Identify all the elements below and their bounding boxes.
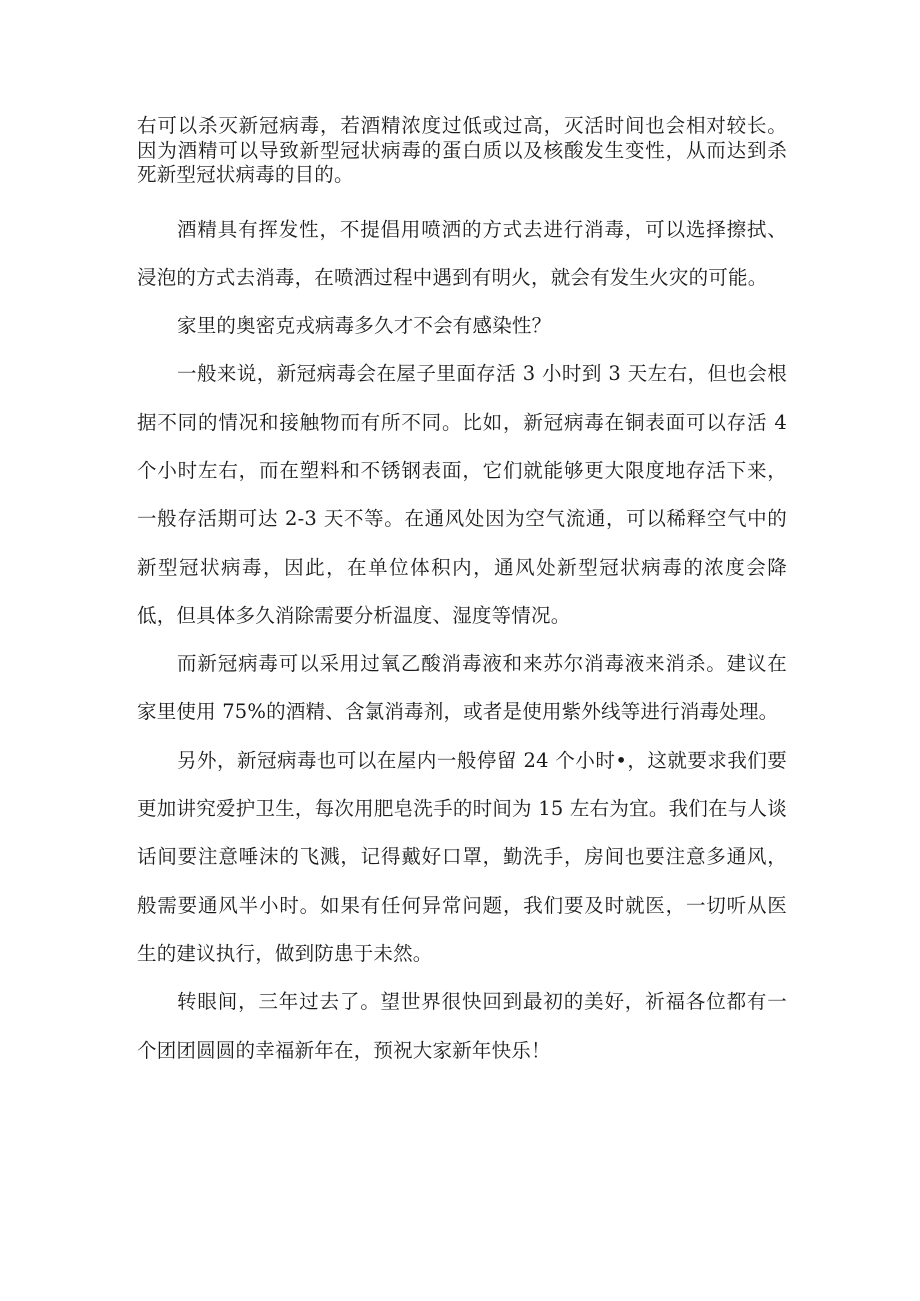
- paragraph-hygiene-advice: 另外，新冠病毒也可以在屋内一般停留 24 个小时•，这就要求我们要更加讲究爱护卫生，每次用肥皂洗手的时间为 15 左右为宜。我们在与人谈话间要注意唾沫的飞溅，记得戴好口罩，勤洗手，房间也要注意多通风，般需要通风半小时。如果有任何异常问题，我们要及时就医，一切听从医生的建议执行，做到防患于未然。: [137, 748, 787, 965]
- document-page: [137, 114, 787, 1075]
- paragraph-alcohol-volatility: 酒精具有挥发性，不提倡用喷洒的方式去进行消毒，可以选择擦拭、浸泡的方式去消毒，在喷洒过程中遇到有明火，就会有发生火灾的可能。: [137, 217, 787, 289]
- paragraph-question-heading: 家里的奥密克戎病毒多久才不会有感染性？: [177, 314, 552, 338]
- paragraph-virus-survival: 一般来说，新冠病毒会在屋子里面存活 3 小时到 3 天左右，但也会根据不同的情况和接触物而有所不同。比如，新冠病毒在铜表面可以存活 4 个小时左右，而在塑料和不锈钢表面，它们就能够更大限度地存活下来，一般存活期可达 2-3 天不等。在通风处因为空气流通，可以稀释空气中的新型冠状病毒，因此，在单位体积内，通风处新型冠状病毒的浓度会降低，但具体多久消除需要分析温度、湿度等情况。: [137, 362, 787, 627]
- paragraph-new-year-wishes: 转眼间，三年过去了。望世界很快回到最初的美好，祈福各位都有一个团团圆圆的幸福新年在，预祝大家新年快乐！: [137, 990, 787, 1062]
- paragraph-disinfection-methods: 而新冠病毒可以采用过氧乙酸消毒液和来苏尔消毒液来消杀。建议在家里使用 75%的酒精、含氯消毒剂，或者是使用紫外线等进行消毒处理。: [137, 652, 787, 724]
- paragraph-alcohol-inactivation: 右可以杀灭新冠病毒，若酒精浓度过低或过高，灭活时间也会相对较长。因为酒精可以导致新型冠状病毒的蛋白质以及核酸发生变性，从而达到杀死新型冠状病毒的目的。: [137, 114, 787, 186]
